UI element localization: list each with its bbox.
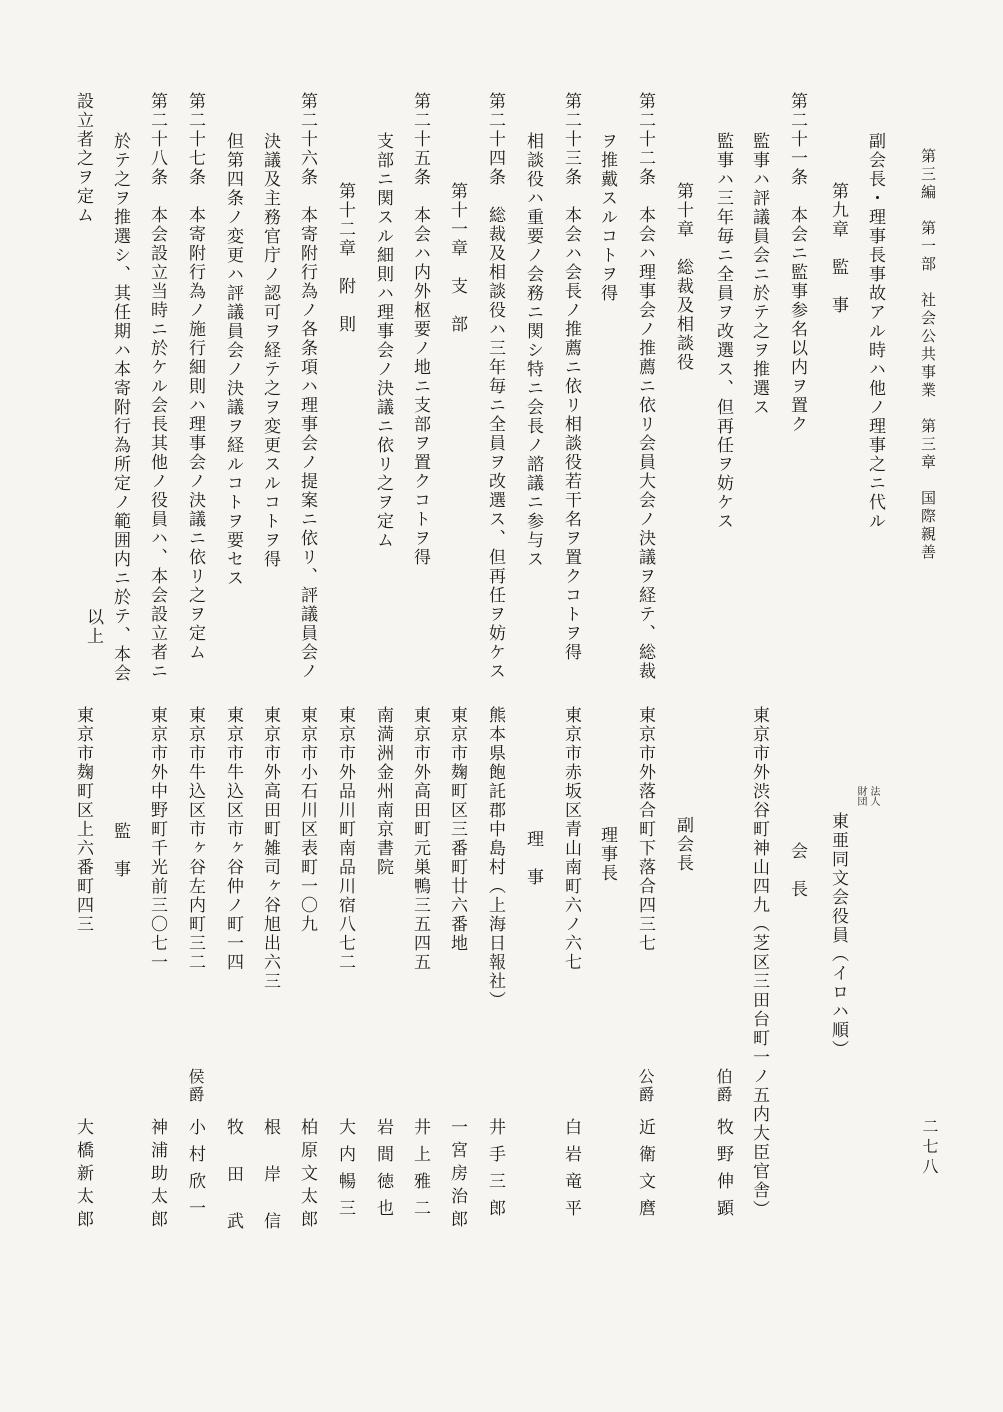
name-director: 根岸信 (260, 1118, 280, 1259)
article-27: 第二十七条 本寄附行為ノ施行細則ハ理事会ノ決議ニ依リ之ヲ定ム (185, 92, 205, 662)
running-header: 第三編 第一部 社会公共事業 第三章 国際親善 (919, 148, 937, 562)
article-22: 第二十二条 本会ハ理事会ノ推薦ニ依リ会員大会ノ決議ヲ経テ、総裁 (635, 92, 655, 681)
reg-line-18: 但第四条ノ変更ハ評議員会ノ決議ヲ経ルコトヲ要セス (223, 132, 243, 588)
reg-line-22: 設立者之ヲ定ム (73, 92, 93, 225)
article-28: 第二十八条 本会設立当時ニ於ケル会長其他ノ役員ハ、本会設立者ニ (147, 92, 167, 681)
role-president: 会 長 (787, 842, 807, 899)
closing-mark: 以上 (83, 608, 103, 646)
article-23: 第二十三条 本会ハ会長ノ推薦ニ依リ相談役若干名ヲ置クコトヲ得 (561, 92, 581, 662)
name-director: 岩間徳也 (373, 1118, 393, 1226)
article-26: 第二十六条 本寄附行為ノ各条項ハ理事会ノ提案ニ依リ、評議員会ノ (297, 92, 317, 681)
role-directors: 理 事 (523, 830, 543, 887)
address-director: 東京市牛込区市ヶ谷仲ノ町一四 (223, 706, 243, 972)
name-director: 牧田武 (223, 1118, 243, 1259)
name-vice-president: 近衛文麿 (635, 1118, 655, 1226)
peerage-title: 公爵 (636, 1068, 655, 1104)
chapter-9-heading: 第九章 監 事 (828, 182, 848, 315)
address-director: 東京市外品川町南品川宿八七二 (335, 706, 355, 972)
role-vice-president: 副会長 (673, 816, 693, 873)
chapter-11-heading: 第十一章 支 部 (447, 182, 467, 334)
reg-line-17: 決議及主務官庁ノ認可ヲ経テ之ヲ変更スルコトヲ得 (260, 132, 280, 569)
name-director: 大内暢三 (335, 1118, 355, 1226)
address-vice-president: 東京市外落合町下落合四三七 (635, 706, 655, 953)
article-21: 第二十一条 本会ニ監事参名以内ヲ置ク (787, 92, 807, 434)
role-chairman: 理事長 (597, 826, 617, 883)
address-director: 熊本県飽託郡中島村（上海日報社） (485, 706, 505, 1010)
org-prefix-1: 財団 (855, 786, 866, 806)
name-director: 神浦助太郎 (147, 1118, 167, 1233)
name-auditor: 大橋新太郎 (73, 1118, 93, 1233)
name-president: 牧野伸顕 (713, 1118, 733, 1226)
address-director: 東京市外高田町元巣鴨三五四五 (410, 706, 430, 972)
reg-line-14: 支部ニ関スル細則ハ理事会ノ決議ニ依リ之ヲ定ム (373, 132, 393, 550)
address-director: 東京市麹町区三番町廿六番地 (447, 706, 467, 953)
address-director: 東京市外中野町千光前三〇七一 (147, 706, 167, 972)
reg-line-4: 監事ハ評議員会ニ於テ之ヲ推選ス (749, 132, 769, 417)
reg-line-10: 相談役ハ重要ノ会務ニ関シ特ニ会長ノ諮議ニ参与ス (523, 132, 543, 569)
address-director: 東京市牛込区市ヶ谷左内町三二 (185, 706, 205, 972)
chapter-10-heading: 第十章 総裁及相談役 (673, 182, 693, 372)
reg-line-21: 於テ之ヲ推選シ、其任期ハ本寄附行為所定ノ範囲内ニ於テ、本会 (110, 132, 130, 683)
officers-title: 東亜同文会役員（イロハ順） (828, 812, 848, 1059)
role-auditor: 監 事 (110, 822, 130, 879)
org-prefix-2: 法人 (868, 786, 879, 806)
name-director: 一宮房治郎 (447, 1118, 467, 1233)
name-chairman: 白岩竜平 (561, 1118, 581, 1226)
page-number: 二七八 (920, 1118, 939, 1178)
name-director: 柏原文太郎 (297, 1118, 317, 1233)
address-director: 南満洲金州南京書院 (373, 706, 393, 877)
peerage-title: 伯爵 (714, 1068, 733, 1104)
article-24: 第二十四条 総裁及相談役ハ三年毎ニ全員ヲ改選ス、但再任ヲ妨ケス (485, 92, 505, 681)
address-president: 東京市外渋谷町神山四九（芝区三田台町一ノ五内大臣官舎） (749, 706, 769, 1219)
name-director: 小村欣一 (185, 1118, 205, 1226)
address-director: 東京市外高田町雑司ヶ谷旭出六三 (260, 706, 280, 991)
address-auditor: 東京市麹町区上六番町四三 (73, 706, 93, 934)
reg-line-1: 副会長・理事長事故アル時ハ他ノ理事之ニ代ル (865, 132, 885, 531)
name-director: 井上雅二 (410, 1118, 430, 1226)
address-director: 東京市小石川区表町一〇九 (297, 706, 317, 934)
chapter-12-heading: 第十二章 附 則 (335, 182, 355, 334)
address-chairman: 東京市赤坂区青山南町六ノ六七 (561, 706, 581, 972)
reg-line-8: ヲ推戴スルコトヲ得 (597, 132, 617, 303)
reg-line-5: 監事ハ三年毎ニ全員ヲ改選ス、但再任ヲ妨ケス (713, 132, 733, 531)
name-director: 井手三郎 (485, 1118, 505, 1226)
article-25: 第二十五条 本会ハ内外枢要ノ地ニ支部ヲ置クコトヲ得 (410, 92, 430, 567)
peerage-title: 侯爵 (186, 1068, 205, 1104)
